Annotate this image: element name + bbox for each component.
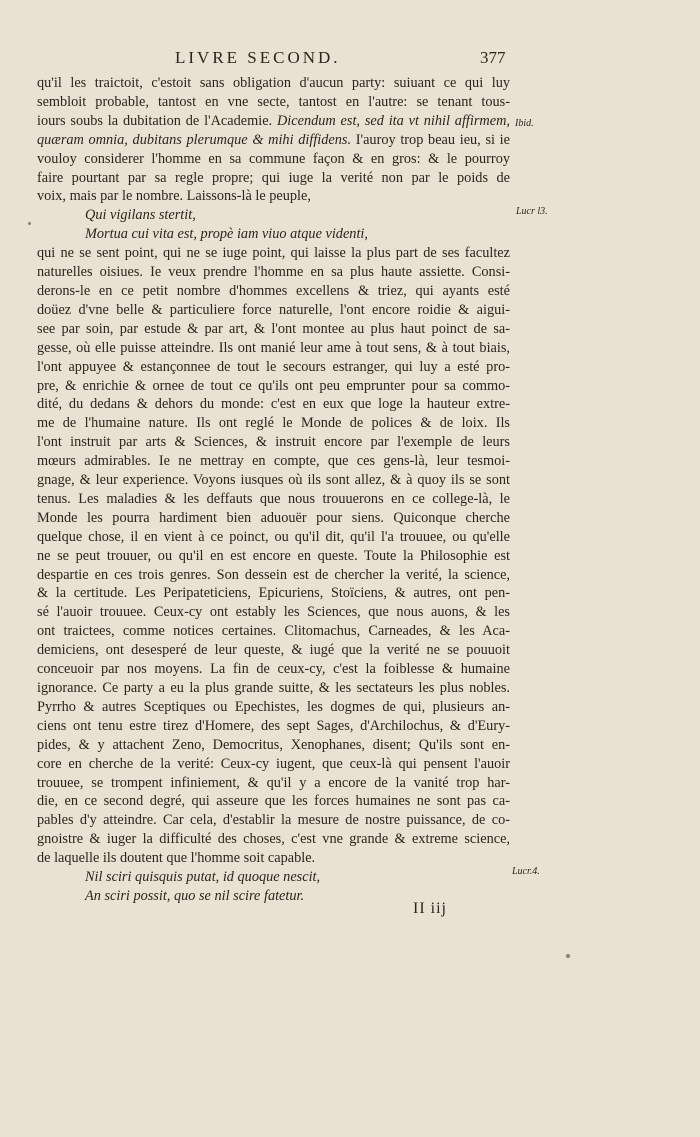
text-line: voix, mais par le nombre. Laissons-là le peuple, bbox=[37, 188, 311, 205]
margin-note: Ibid. bbox=[515, 118, 534, 129]
text-line: pides, & y attachent Zeno, Democritus, Xenophanes, disent; Qu'ils sont en- bbox=[37, 736, 510, 753]
text-line: l'ont instruit par arts & Sciences, & instruit encore par l'exemple de leurs bbox=[37, 434, 510, 451]
text-line: de laquelle ils doutent que l'homme soit capable. bbox=[37, 850, 316, 867]
text-line: ne se peut trouuer, ou qu'il en est encore en queste. Toute la Philosophie est bbox=[37, 547, 510, 564]
text-line: sembloit probable, tantost en vne secte, tantost en l'autre: se tenant tous- bbox=[37, 93, 510, 110]
running-head bbox=[0, 48, 700, 70]
text-line: ont traictees, comme notices certaines. Clitomachus, Carneades, & les Aca- bbox=[37, 623, 510, 640]
latin-quote: Dicendum est, sed ita vt nihil affirmem, bbox=[276, 112, 510, 129]
text-line: die, en ce second degré, qui asseure que les forces humaines ne sont pas ca- bbox=[37, 793, 510, 810]
text-line: l'ont appuyee & estançonnee de tout le secours estranger, qui luy a esté pro- bbox=[37, 358, 510, 375]
signature-mark: II iij bbox=[413, 900, 447, 917]
verse-line: Nil sciri quisquis putat, id quoque nescit, bbox=[85, 869, 321, 886]
running-title: LIVRE SECOND. bbox=[175, 48, 341, 67]
latin-quote: quæram omnia, dubitans plerumque & mihi diffidens. bbox=[37, 131, 352, 148]
paper-speck bbox=[566, 954, 570, 958]
text-line: see par soin, par estude & par art, & l'ont montee au plus haut poinct de sa- bbox=[37, 320, 510, 337]
text-line: sé l'auoir trouuee. Ceux-cy ont estably les Sciences, que nous auons, & les bbox=[37, 604, 510, 621]
text-line: conceuoir par nos moyens. La fin de ceux-cy, c'est la foiblesse & humaine bbox=[37, 661, 510, 678]
text-line: despartie en ces trois genres. Son dessein est de chercher la verité, la science, bbox=[37, 566, 510, 583]
text-line: faire pourtant par sa regle propre; qui iuge la verité non par le poids de bbox=[37, 169, 510, 186]
text-line: qui ne se sent point, qui ne se iuge point, qui laisse la plus part de ses facultez bbox=[37, 245, 510, 262]
text-line: naturelles oisiues. Ie veux prendre l'homme en sa plus haute assiette. Consi- bbox=[37, 264, 510, 281]
text-line: gesse, où elle puisse atteindre. Ils ont manié leur ame à tout sens, & à tout biais, bbox=[37, 339, 510, 356]
text-line: gnage, & leur experience. Voyons iusques où ils sont allez, & à quoy ils se sont bbox=[37, 472, 510, 489]
text-segment: I'auroy trop beau ieu, si ie bbox=[355, 131, 510, 148]
text-line bbox=[37, 112, 510, 131]
verse-line: Mortua cui vita est, propè iam viuo atque videnti, bbox=[85, 226, 368, 243]
text-line: ignorance. Ce party a eu la plus grande suitte, & les sectateurs les plus nobles. bbox=[37, 680, 510, 696]
text-line: Pyrrho & autres Sceptiques ou Epechistes, les dogmes de qui, plusieurs an- bbox=[37, 698, 510, 715]
text-line: & la certitude. Les Peripateticiens, Epicuriens, Stoïciens, & autres, ont pen- bbox=[37, 585, 510, 602]
paper-speck bbox=[28, 222, 31, 225]
text-line: derons-le en ce petit nombre d'hommes excellens & triez, qui ayants esté bbox=[37, 282, 510, 299]
text-segment: iours soubs la dubitation de l'Academie. bbox=[37, 112, 273, 129]
text-line: trouuee, se trompent infiniement, & qu'il y a encore de la vanité trop har- bbox=[37, 774, 510, 791]
main-text bbox=[37, 74, 510, 906]
margin-note: Lucr.4. bbox=[512, 866, 540, 877]
text-line: mœurs admirables. Ie ne mettray en compte, que ces gens-là, leur tesmoi- bbox=[37, 453, 510, 470]
text-line: tenus. Les maladies & les deffauts que nous trouuerons en ce college-là, le bbox=[37, 490, 510, 507]
verse-line: Qui vigilans stertit, bbox=[85, 207, 196, 224]
text-line: me de l'humaine nature. Ils ont reglé le Monde de polices & de loix. Ils bbox=[37, 415, 510, 432]
text-line: doüez d'vne belle & particuliere force naturelle, l'ont encore roidie & aigui- bbox=[37, 301, 510, 318]
text-line: qu'il les traictoit, c'estoit sans obligation d'aucun party: suiuant ce qui luy bbox=[37, 75, 510, 91]
paragraph bbox=[37, 244, 510, 868]
text-line: core en cherche de la verité: Ceux-cy iugent, que ceux-là qui pensent l'auoir bbox=[37, 755, 510, 772]
verse-line: An sciri possit, quo se nil scire fatetur. bbox=[85, 887, 305, 904]
page-number: 377 bbox=[480, 48, 506, 67]
text-line: demiciens, ont desesperé de leur queste, & iugé que la verité ne se pouuoit bbox=[37, 642, 510, 659]
margin-note: Lucr l3. bbox=[516, 206, 548, 217]
text-line: gnoistre & iuger la difficulté des choses, c'est vne grande & extreme science, bbox=[37, 831, 510, 848]
text-line: vouloy considerer l'homme en sa commune façon & en gros: & le pourroy bbox=[37, 150, 510, 167]
text-line: pre, & enrichie & ornee de tout ce qu'ils ont peu emprunter pour sa commo- bbox=[37, 377, 510, 394]
text-line: dité, du dedans & dehors du monde: c'est en eux que loge la hauteur extre- bbox=[37, 396, 510, 413]
text-line bbox=[37, 131, 510, 150]
text-line: pables d'y atteindre. Car cela, d'establir la mesure de nostre puissance, de co- bbox=[37, 812, 510, 829]
text-line: quelque chose, il en vient à ce poinct, ou qu'il dit, qu'il l'a trouuee, ou qu'elle bbox=[37, 528, 510, 545]
text-line: ciens ont tenu estre tirez d'Homere, des sept Sages, d'Archilochus, & d'Eury- bbox=[37, 717, 510, 734]
text-line: Monde les pourra hardiment bien aduouër pour siens. Quiconque cherche bbox=[37, 509, 510, 526]
